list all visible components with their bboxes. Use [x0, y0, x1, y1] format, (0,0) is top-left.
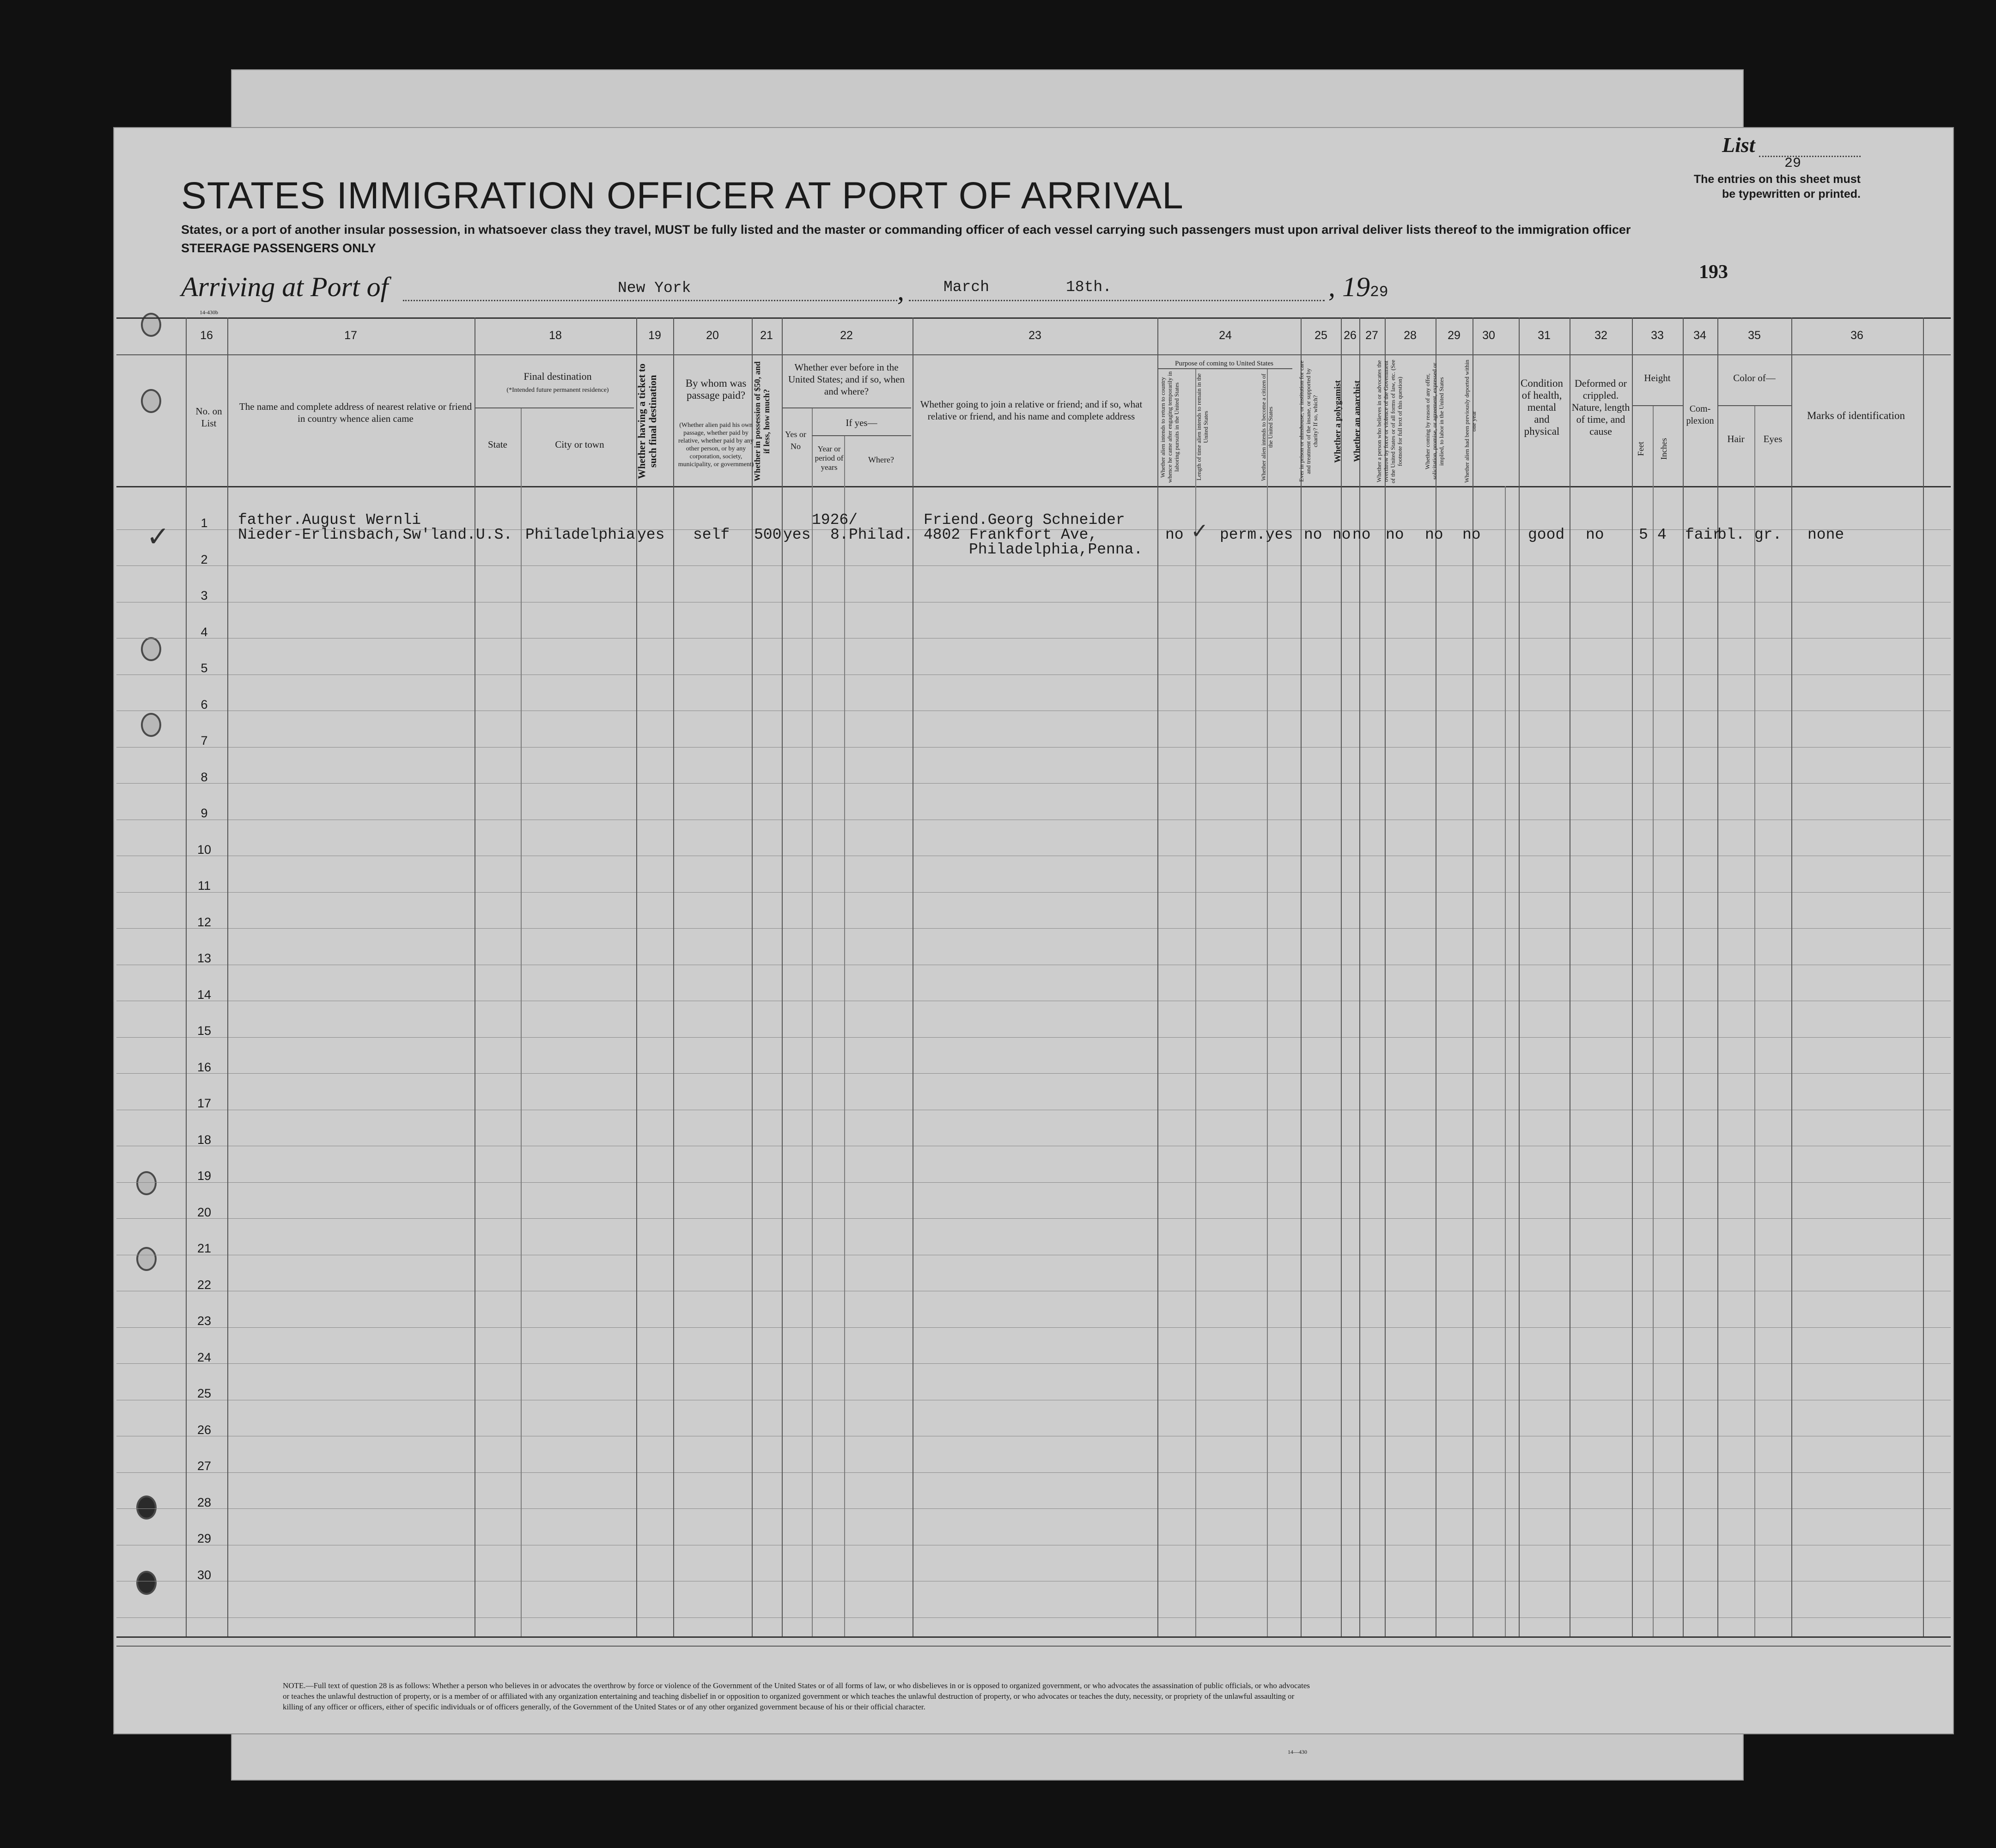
column-rule [812, 407, 813, 1636]
header-before-in-us: Whether ever before in the United States; and if so, when and where? [788, 362, 905, 397]
money-value: 500 [754, 526, 782, 543]
header-return-temporary: Whether alien intends to return to country whence he came after engaging temporarily in laboring pursuits in the United States [1159, 371, 1180, 483]
relative-address: Nieder-Erlinsbach,Sw'land. [238, 526, 476, 543]
column-rule [227, 317, 228, 1636]
header-hair: Hair [1727, 433, 1745, 444]
deported-value: no [1462, 526, 1481, 543]
row-number: 8 [201, 770, 208, 784]
header-labor-offer: Whether coming by reason of any offer, solicitation, promise, or agreement, expressed or implied, to labor in the United States [1424, 363, 1445, 480]
row-number: 12 [197, 915, 212, 929]
column-rule [1359, 317, 1360, 1636]
column-number: 29 [1448, 329, 1460, 342]
form-code-top: 14-430b [200, 309, 218, 316]
row-number: 23 [197, 1314, 212, 1328]
list-label: List [1722, 133, 1755, 157]
row-number: 6 [201, 698, 208, 711]
row-rule [116, 1327, 1951, 1328]
column-rule [1301, 317, 1302, 1636]
join-name: Friend.Georg Schneider [924, 511, 1125, 529]
inches-value: 4 [1657, 526, 1667, 543]
column-rule [1157, 317, 1158, 1636]
overthrow-value: no [1386, 526, 1404, 543]
row-number: 29 [197, 1532, 212, 1545]
final-destination-rule [475, 407, 634, 408]
list-number-line [1759, 156, 1861, 157]
row-number: 21 [197, 1241, 212, 1255]
column-number: 24 [1219, 329, 1232, 342]
row-rule [116, 892, 1951, 893]
anarchist-value: no [1352, 526, 1371, 543]
list-number: 29 [1784, 156, 1801, 171]
header-color-of: Color of— [1733, 372, 1776, 383]
colnum-rule [116, 354, 1951, 355]
header-anarchist: Whether an anarchist [1352, 380, 1362, 462]
row-rule [116, 1472, 1951, 1473]
column-number: 23 [1028, 329, 1041, 342]
column-rule [1791, 317, 1792, 1636]
destination-state: U.S. [476, 526, 513, 543]
footer-rule [116, 1646, 1951, 1647]
column-number: 18 [549, 329, 562, 342]
typewritten-note [1662, 172, 1861, 201]
form-subtitle: States, or a port of another insular possession, in whatsoever class they travel, MUST be fully listed and the master or commanding officer of each vessel carrying such passengers must upon arrival deliver lists thereof to the immigration officer [181, 223, 1631, 237]
complexion-value: fair [1685, 526, 1722, 543]
column-rule [844, 435, 845, 1636]
header-complexion: Com-plexion [1686, 404, 1714, 426]
row-number: 19 [197, 1169, 212, 1183]
typewritten-note-line: be typewritten or printed. [1722, 188, 1861, 201]
row-number: 1 [201, 516, 208, 530]
form-title: STATES IMMIGRATION OFFICER AT PORT OF ARRIVAL [181, 175, 1184, 217]
punch-hole [136, 1247, 157, 1271]
join-city: Philadelphia,Penna. [969, 541, 1143, 558]
row-number: 30 [197, 1568, 212, 1582]
header-final-destination-note: (*Intended future permanent residence) [506, 387, 609, 394]
column-rule [1505, 486, 1506, 1636]
punch-hole [136, 1495, 157, 1520]
row-rule [116, 565, 1951, 566]
header-deformed: Deformed or crippled. Nature, length of time, and cause [1571, 377, 1630, 437]
row-rule [116, 1073, 1951, 1074]
column-rule [1385, 317, 1386, 1636]
row-rule [116, 1617, 1951, 1618]
typewritten-note-line: The entries on this sheet must [1693, 173, 1861, 186]
height-rule [1632, 405, 1683, 406]
column-number: 28 [1404, 329, 1417, 342]
row-number: 13 [197, 951, 212, 965]
destination-city: Philadelphia [525, 526, 635, 543]
labor-offer-value: no [1425, 526, 1443, 543]
comma: , [897, 275, 904, 306]
header-passage-paid: By whom was passage paid? [685, 377, 747, 401]
row-number: 25 [197, 1386, 212, 1400]
if-yes-rule [812, 435, 911, 436]
header-inches: Inches [1659, 438, 1668, 460]
header-yes-no: Yes or No [785, 430, 806, 451]
marks-value: none [1807, 526, 1844, 543]
port-line [403, 300, 897, 301]
column-rule [1683, 317, 1684, 1636]
checkmark-icon: ✓ [1191, 518, 1209, 543]
column-rule [1267, 368, 1268, 1636]
row-number: 7 [201, 734, 208, 748]
column-number: 33 [1651, 329, 1664, 342]
punch-hole [141, 713, 161, 737]
page-number: 193 [1699, 261, 1728, 283]
column-number: 36 [1850, 329, 1863, 342]
row-number: 17 [197, 1096, 212, 1110]
health-value: good [1528, 526, 1565, 543]
citizen-value: yes [1266, 526, 1293, 543]
before-in-us-value: yes [783, 526, 811, 543]
column-number: 32 [1594, 329, 1607, 342]
column-rule [1923, 317, 1924, 1636]
column-rule [636, 317, 637, 1636]
row-rule [116, 1218, 1951, 1219]
header-join-relative: Whether going to join a relative or friend; and if so, what relative or friend, and his name and complete address [920, 399, 1143, 422]
header-ticket: Whether having a ticket to such final destination [636, 363, 658, 480]
column-rule [1195, 368, 1196, 1636]
deformed-value: no [1586, 526, 1604, 543]
column-number: 30 [1482, 329, 1495, 342]
header-passage-paid-note: (Whether alien paid his own passage, whether paid by relative, whether paid by any other person, or by any corporation, society, municipality, or government) [678, 422, 754, 468]
header-year-period: Year or period of years [815, 444, 844, 472]
row-number: 10 [197, 843, 212, 857]
column-number: 21 [760, 329, 773, 342]
purpose-rule [1158, 368, 1292, 369]
column-number: 20 [706, 329, 719, 342]
column-number: 35 [1748, 329, 1761, 342]
column-number: 17 [344, 329, 357, 342]
row-number: 3 [201, 589, 208, 602]
column-number: 25 [1314, 329, 1327, 342]
before-where: Philad. [849, 526, 913, 543]
header-bottom-rule [116, 486, 1951, 487]
return-temporary-value: no [1165, 526, 1184, 543]
polygamist-value: no [1333, 526, 1351, 543]
column-rule [1754, 405, 1755, 1636]
column-number: 16 [200, 329, 213, 342]
row-rule [116, 1037, 1951, 1038]
steerage-label: STEERAGE PASSENGERS ONLY [181, 241, 376, 255]
punch-hole [136, 1571, 157, 1595]
column-rule [521, 407, 522, 1636]
join-street: 4802 Frankfort Ave, [924, 526, 1098, 543]
punch-hole [141, 389, 161, 413]
header-prison: Ever in prison or almshouse, or institution for care and treatment of the insane, or supported by charity? If so, which? [1298, 360, 1319, 482]
punch-hole [141, 637, 161, 661]
row-number: 28 [197, 1495, 212, 1509]
header-polygamist: Whether a polygamist [1333, 380, 1343, 463]
form-code-bottom: 14—430 [1288, 1749, 1307, 1755]
row-number: 4 [201, 625, 208, 639]
header-no-on-list: No. on List [195, 406, 222, 429]
row-rule [116, 747, 1951, 748]
row-rule [116, 1182, 1951, 1183]
before-years-2: 8. [830, 526, 849, 543]
passage-paid-value: self [693, 526, 730, 543]
column-number: 27 [1365, 329, 1378, 342]
table-bottom-rule [116, 1636, 1951, 1638]
column-rule [752, 317, 753, 1636]
header-citizen: Whether alien intends to become a citizen of the United States [1260, 373, 1274, 481]
arriving-label: Arriving at Port of [181, 272, 389, 302]
header-where: Where? [868, 455, 894, 464]
day-value: 18th. [1066, 279, 1112, 296]
row-rule [116, 928, 1951, 929]
row-number: 9 [201, 806, 208, 820]
header-overthrow: Whether a person who believes in or advocates the overthrow by force or violence of the Government of the United States or of all forms of law, etc. (See footnote for full text of this question) [1375, 359, 1403, 483]
row-number: 14 [197, 988, 212, 1002]
punch-hole [136, 1171, 157, 1195]
row-number: 22 [197, 1278, 212, 1292]
column-number: 31 [1538, 329, 1551, 342]
before-years-1: 1926/ [812, 511, 858, 529]
row-number: 24 [197, 1350, 212, 1364]
header-final-destination: Final destination [523, 371, 592, 382]
column-number: 19 [648, 329, 661, 342]
ticket-value: yes [637, 526, 665, 543]
column-rule [1519, 317, 1520, 1636]
header-feet: Feet [1636, 442, 1645, 456]
hair-value: bl. [1717, 526, 1745, 543]
header-money: Whether in possession of $50, and if less, how much? [753, 361, 771, 481]
manifest-sheet [113, 127, 1954, 1755]
row-number: 2 [201, 553, 208, 566]
checkmark-icon: ✓ [146, 521, 170, 553]
footnote: NOTE.—Full text of question 28 is as follows: Whether a person who believes in or advocates the overthrow by force or violence of the Government of the United States or of all forms of law, or who disbelieves in or is opposed to organized government, or who advocates the assassination of public officials, or who advocates or teaches the unlawful destruction of property, or is a member of or affiliated with any organization entertaining and teaching disbelief in or opposition to organized government or which teaches the unlawful destruction of property, or who advocates or teaches the duty, necessity, or propriety of the unlawful assaulting or killing of any officer or officers, either of specific individuals or of officers generally, of the Government of the United States or of any other organized government because of his or their official character. [283, 1681, 1310, 1711]
column-number: 22 [840, 329, 853, 342]
year-prefix: , 1929 [1328, 272, 1388, 302]
column-rule [1653, 405, 1654, 1636]
before-in-us-rule [782, 407, 911, 408]
date-line [909, 300, 1325, 301]
column-rule [1632, 317, 1633, 1636]
header-city: City or town [555, 439, 604, 450]
row-number: 11 [197, 879, 211, 893]
header-state: State [488, 439, 507, 450]
eyes-value: gr. [1754, 526, 1782, 543]
header-deported: Whether alien had been previously deported within one year [1463, 359, 1477, 483]
header-marks: Marks of identification [1807, 410, 1905, 421]
feet-value: 5 [1639, 526, 1648, 543]
column-rule [673, 317, 674, 1636]
column-rule [782, 317, 783, 1636]
column-rule [1717, 317, 1718, 1636]
column-rule [186, 317, 187, 1636]
row-number: 15 [197, 1024, 212, 1038]
port-value: New York [618, 280, 691, 297]
header-height: Height [1644, 372, 1671, 383]
row-number: 27 [197, 1459, 212, 1473]
column-rule [1341, 317, 1342, 1636]
row-number: 18 [197, 1133, 212, 1147]
column-number: 34 [1693, 329, 1706, 342]
header-eyes: Eyes [1763, 433, 1783, 444]
row-number: 16 [197, 1060, 212, 1074]
header-nearest-relative: The name and complete address of nearest relative or friend in country whence alien came [239, 401, 472, 424]
row-number: 26 [197, 1423, 212, 1437]
row-number: 20 [197, 1205, 212, 1219]
header-if-yes: If yes— [846, 417, 877, 428]
table-top-rule [116, 317, 1951, 319]
row-rule [116, 783, 1951, 784]
prison-value: no [1304, 526, 1322, 543]
header-purpose: Purpose of coming to United States [1175, 360, 1273, 367]
relative-name: father.August Wernli [238, 511, 421, 529]
header-health: Condition of health, mental and physical [1520, 377, 1563, 437]
header-length-of-stay: Length of time alien intends to remain in the United States [1195, 373, 1209, 481]
row-rule [116, 1508, 1951, 1509]
year-prefix-text: 19 [1342, 272, 1370, 302]
year-suffix: 29 [1370, 284, 1388, 301]
length-of-stay-value: perm. [1220, 526, 1266, 543]
row-number: 5 [201, 661, 208, 675]
punch-hole [141, 313, 161, 337]
color-of-rule [1717, 405, 1791, 406]
column-number: 26 [1344, 329, 1357, 342]
row-rule [116, 1363, 1951, 1364]
month-value: March [943, 279, 990, 296]
